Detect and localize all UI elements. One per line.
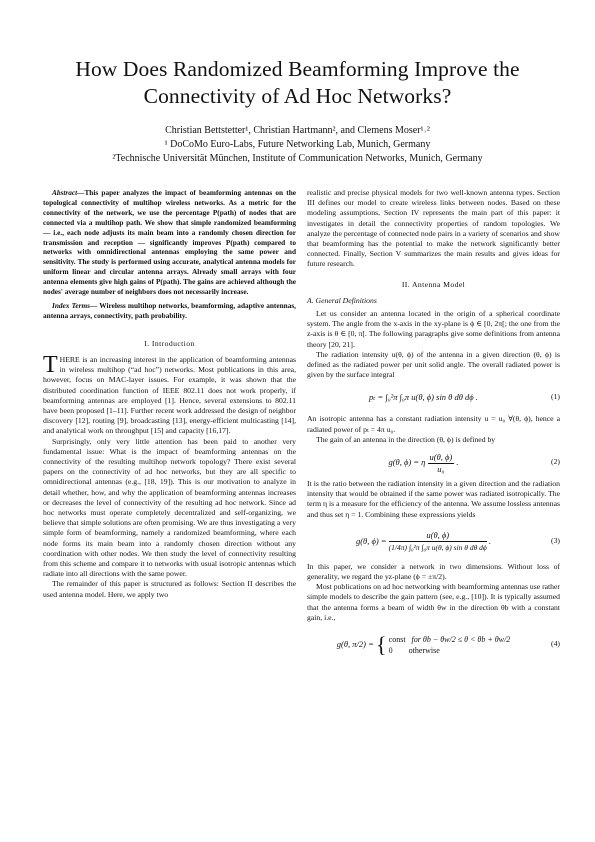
affiliation-1: ¹ DoCoMo Euro-Labs, Future Networking Lab, Munich, Germany: [164, 139, 431, 150]
equation-4-brace: {: [375, 632, 387, 658]
equation-2-numerator: u(θ, ϕ): [429, 451, 453, 462]
equation-2-fraction: [428, 452, 455, 475]
intro-paragraph-1: [43, 351, 296, 437]
definitions-paragraph-1: Let us consider an antenna located in the origin of a spherical coordinate system. The angle from the x-axis in the xy-plane is ϕ ∈ [0, 2π[; the one from the z-axis is θ ∈ [0, π[. The following paragraphs give some definitions from antenna theory [20, 21].: [307, 309, 560, 349]
equation-3-number: (3): [551, 535, 560, 545]
abstract-text: This paper analyzes the impact of beamforming antennas on the topological connectivity of multihop wireless networks. As a metric for the connectivity of the network, we use the percentage P(path) of nodes that are connected via a multihop path. We show that simple randomized beamforming — i.e., each node adjusts its main beam into a randomly chosen direction for transmission and reception — significantly improves P(path) compared to networks with omnidirectional antennas employing the same power and sensitivity. The study is performed using accurate, analytical antenna models for uniform linear and circular antenna arrays. Already small arrays with four antenna elements give high gains of P(path). The gains are achieved although the nodes' average number of neighbors does not necessarily increase.: [43, 188, 296, 297]
affiliation-2: ²Technische Universität München, Institute of Communication Networks, Munich, Germany: [112, 153, 483, 164]
intro-paragraph-3: The remainder of this paper is structured as follows: Section II describes the used antenna model. Here, we apply two: [43, 579, 296, 599]
equation-3-numerator: u(θ, ϕ): [389, 530, 487, 542]
title-line-2: Connectivity of Ad Hoc Networks?: [143, 84, 452, 108]
definitions-paragraph-6: In this paper, we consider a network in two dimensions. Without loss of generality, we regard the yz-plane (ϕ = ±π/2).: [307, 561, 560, 582]
definitions-paragraph-2: The radiation intensity u(θ, ϕ) of the antenna in a given direction (θ, ϕ) is defined as the radiated power per unit solid angle. The overall radiated power is given by the surface integral: [307, 349, 560, 380]
equation-2: g(θ, ϕ) = η $\frac{u(\theta, \phi)}{\text{u₀}}$ . (2): [307, 449, 560, 475]
paper-title: [40, 56, 555, 110]
equation-4: [307, 627, 560, 661]
equation-4-cases: [389, 634, 511, 656]
drop-cap: T: [43, 351, 58, 378]
definitions-paragraph-4: The gain of an antenna in the direction (θ, ϕ) is defined by: [316, 434, 496, 444]
equation-2-lhs: g(θ, ϕ) = η: [388, 457, 426, 468]
equation-1-rhs: ∫₀²π ∫₀π u(θ, ϕ) sin θ dθ dϕ .: [385, 392, 478, 403]
equation-4-case-1-condition: for θb − θw/2 ≤ θ < θb + θw/2: [411, 635, 511, 645]
abstract-lead: Abstract—: [52, 188, 85, 197]
equation-2-denominator: u₀: [437, 463, 445, 474]
equation-4-case-2-value: 0: [388, 646, 393, 656]
equation-1-number: (1): [551, 392, 560, 402]
index-terms-text: Wireless multihop networks, beamforming, adaptive antennas, antenna arrays, connectivity, path probability.: [43, 300, 297, 320]
equation-4-number: (4): [551, 639, 560, 649]
definitions-paragraph-5: It is the ratio between the radiation intensity in a given direction and the radiation intensity that would be obtained if the same power was radiated isotropically. The term η is a measure for the efficiency of the antenna. We assume lossless antennas and thus set η = 1. Combining these expressions yields: [307, 479, 560, 519]
definitions-paragraph-3: An isotropic antenna has a constant radiation intensity u = u₀ ∀(θ, ϕ), hence a radiated power of pₜ = 4π u₀.: [307, 414, 560, 434]
equation-2-number: (2): [551, 457, 560, 467]
subsection-general-definitions: A. General Definitions: [307, 295, 377, 305]
equation-3: g(θ, ϕ) = $\frac{u(\theta, \phi)}{\text{(1/4π) ∫₀²π ∫₀π u(θ, ϕ) sin θ dθ dϕ}}$ . (3): [307, 524, 560, 558]
definitions-paragraph-7: Most publications on ad hoc networking with beamforming antennas use rather simple models to describe the gain pattern (see, e.g., [10]). It is typically assumed that the antenna forms a beam of width θw in the direction θb with a constant gain, i.e.,: [307, 582, 560, 622]
index-terms-lead: Index Terms—: [52, 300, 98, 310]
equation-4-case-1: [389, 634, 511, 645]
right-column: [307, 188, 560, 665]
intro-paragraph-2: Surprisingly, only very little attention has been paid to another very fundamental issue: What is the impact of beamforming antennas on the connectivity of the resulting multihop network topology? There exist several papers on the connectivity of ad hoc networks, but they are all specific to omnidirectional antennas (e.g., [18, 19]). This is our motivation to analyze in detail whether, how, and why the application of beamforming antennas increases or decreases the level of connectivity of the resulting ad hoc network. Since ad hoc networks must operate completely decentralized and self-organizing, we believe that simple solutions are often promising. We are thus investigating a very simple form of beamforming, namely a randomized beamforming, where each node forms its main beam into a randomly chosen direction without any coordination with other nodes. We then study the level of connectivity resulting from this scheme and compare it to networks with usual isotropic antennas which radiate into all directions with the same power.: [43, 436, 296, 579]
equation-3-denominator: (1/4π) ∫₀²π ∫₀π u(θ, ϕ) sin θ dθ dϕ: [388, 543, 487, 553]
equation-1: [307, 384, 560, 410]
right-paragraph-0: realistic and precise physical models for two well-known antenna types. Section III defines our model to create wireless links between nodes. Based on these modeling assumptions, Section IV represents the main part of this paper: it investigates in detail the connectivity properties of random topologies. We analyze the percentage of connected node pairs in a variety of scenarios and show that beamforming has the potential to make the network significantly better connected. Finally, Section V summarizes the main results and gives ideas for future research.: [307, 188, 560, 269]
left-column: [43, 188, 296, 600]
equation-4-case-2: [389, 645, 511, 656]
intro-paragraph-1-text: HERE is an increasing interest in the application of beamforming antennas in wireless multihop (“ad hoc”) networks. Most publications in this area, however, focus on MAC-layer issues. For example, it was shown that the distributed coordination function of IEEE 802.11 does not work properly, if beamforming antennas are employed [1]. Hence, several extensions to 802.11 have been proposed [1–11]. Further recent work addressed the design of neighbor discovery [12], routing [9], broadcasting [13], energy-efficient multicasting [14], and analytical work on throughput [15] and capacity [16,17].: [43, 354, 296, 436]
index-terms: [43, 301, 296, 321]
equation-4-case-1-value: const: [388, 635, 406, 645]
abstract: [43, 188, 296, 297]
section-heading-antenna-model: II. Antenna Model: [401, 279, 466, 289]
title-line-1: How Does Randomized Beamforming Improve the: [75, 57, 520, 81]
equation-4-case-2-condition: otherwise: [408, 646, 440, 656]
equation-3-fraction: [389, 530, 487, 553]
author-list: Christian Bettstetter¹, Christian Hartmann², and Clemens Moser¹˒²: [165, 125, 430, 136]
equation-4-lhs: g(θ, π/2) =: [336, 639, 374, 650]
equation-3-lhs: g(θ, ϕ) =: [355, 535, 387, 546]
section-heading-introduction: I. Introduction: [144, 338, 195, 348]
equation-1-lhs: pₜ =: [369, 392, 384, 403]
